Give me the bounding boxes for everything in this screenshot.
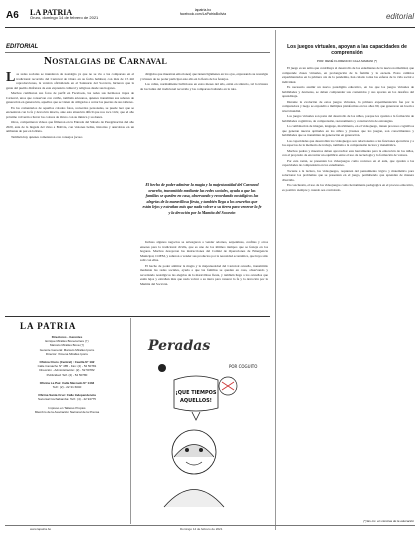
staff-line: Dirección - Administración: (2) - 52 50782 <box>39 368 95 373</box>
paragraph: La combinación de imagen, lenguaje, movimiento, en el videojuego, tienen procesos cognitivos que generan nuevas aptitudes en los niños y jóvenes que los juegan, son conocimientos y habilidades que se transmiten de generación en generación. <box>282 124 414 137</box>
paragraph: En conclusión, el uso de los videojuegos como herramienta pedagógica en el proceso educativo, es positivo siempre y cuando sea controlado. <box>282 183 414 192</box>
staff-line: Oficina La Paz: Calle Mercado N° 1433 <box>39 380 95 385</box>
issue-date: Oruro, domingo 14 de febrero de 2021 <box>30 15 99 20</box>
paragraph: Otros, compartieron videos que filmaron en la Entrada del Sábado de Peregrinación del año 2020, ante de la llegada del virus a Bolivia, con visiones bellas, historias y anécdotas en un ambiente de paz en la Ruta. <box>6 120 134 133</box>
staff-line: Enrique Miralles Bonecarrere (†) <box>45 339 89 344</box>
paragraph: Por esta razón, se presentan los videojuegos como recursos en el aula, que ayudan a las capacidades de comprensión en los estudiantes. <box>282 158 414 167</box>
cartoon-caption-2: AQUELLOS! <box>180 398 212 404</box>
staff-line: Director: Ximena Miralles Iporre <box>45 351 89 356</box>
paragraph: El hecho de poder admirar la magia y la majestuosidad del Carnaval orureño, transmitido mediante las redes sociales, ayuda a que las familias se queden en casa, observando y recordando nostálgicos las alegrías de la maravillosa fiesta, y también llega a los orureños que están lejos y extrañan más que nada volver a su tierra para venerar la fe y la devoción por la Mamita del Socavón. <box>140 263 268 286</box>
staff-line: Sucursal Cochabamba: Telf.: (4) - 42 94775 <box>38 397 96 402</box>
drop-cap: L <box>6 72 16 85</box>
column-divider <box>275 30 276 530</box>
staff-line: Marcelo Miralles Bova (†) <box>49 343 84 348</box>
page-number: A6 <box>6 10 19 21</box>
footer-left: www.lapatria.bo <box>30 527 52 531</box>
staff-divider <box>130 318 131 524</box>
section-rule <box>5 316 270 317</box>
staff-line: Directores - Gerentes <box>51 335 83 339</box>
staff-line: Impreso en Talleres Propios <box>48 405 86 410</box>
paragraph: Muchos cambiaron sus fotos de perfil en Facebook, las redes sus hermosos trajes de Carnaval, unos que conservan con cariño, también artesanos, quienes transmiten sus saberes de generación en generación, aquellos que se visten de obligados a cerrar las puertas de sus talleres. <box>6 91 134 104</box>
editorial-column-bottom <box>140 240 268 312</box>
footer-rule <box>5 525 415 526</box>
cartoon-credit: POR COGUITO <box>229 364 258 369</box>
editorial-column-2 <box>140 72 268 177</box>
website-info <box>148 8 258 16</box>
paragraph: as redes sociales se inundaron de nostalgia ya que no se vio a las comparsas en el tradicional recorrido del Carnaval de Oruro en su fecha habitual, con más de 15 mil reproducciones, la versión oficializada en el Santuario del Socavón, hicieron que la gente del pueblo disfrutara de esta expresión cultural y religiosa desde sus hogares. <box>6 72 134 90</box>
footer-right: Domingo 14 de febrero de 2021 <box>180 527 223 531</box>
paragraph: También hay quienes comentaron con consejos (acaso <box>11 134 83 139</box>
paragraph: Las calles, normalmente bulliciosas en estos meses del año, están en silencio, tal la tristeza de los bailes del tradicional recorrido y las comparsas bailando en la ruta. <box>140 82 268 91</box>
staff-box-title: LA PATRIA <box>20 321 77 331</box>
header-rule <box>5 27 415 28</box>
paragraph: Incluso algunos negocios se arriesgaron a vender adornos, serpentinas, confites y otros enseres para la tradicional ch'alla, que es uno de los últimos tiempos que se festeja en los hogares. Muchos desoyeron las instrucciones del Comité de Operaciones de Emergencia Municipal, COEM, y salieron a vender sus productos por la necesidad económica, que haya sido salir con ellas. <box>140 240 268 262</box>
paragraph: Las capacidades que desarrollan los videojuegos son relacionados a las funciones ejecutivas y a los aspectos de la memoria de trabajo, también a la comprensión lectora y matemática. <box>282 138 414 147</box>
facebook-line: facebook.com/LaPatriaBolivia <box>179 12 227 16</box>
paragraph: dirigidos que muestran emociones) que tienen ligámenes en los ojos, expresando su nostalgia y tristeza de no poder participar este año en la fiesta de los festejos. <box>140 72 268 81</box>
opinion-column <box>282 66 414 521</box>
section-title: editorial <box>385 12 414 21</box>
opinion-title: Los juegos virtuales, apoyan a las capacidades de comprensión <box>287 44 407 56</box>
staff-line: Miembro de la Asociación Nacional de la Prensa <box>34 409 100 414</box>
staff-line: Gerente General: Marcelo Miralles Iporre <box>39 347 95 352</box>
cartoon-caption-1: ¡QUE TIEMPOS <box>175 390 217 396</box>
cartoon <box>134 322 259 522</box>
staff-box <box>8 335 126 414</box>
paragraph: Tocante a la lectura, los videojuegos, requieren del pensamiento lógico y matemático para solucionar los problemas que se presentan en el juego, permitiendo que aprendan de manera divertida. <box>282 168 414 182</box>
staff-line: Publicidad: Telf. (2) - 52 50780 <box>46 372 88 377</box>
staff-line: Telf.: (2) - 22 31 6040 <box>52 385 82 390</box>
paragraph: Los juegos virtuales son parte del desarrollo de los niños, porque les ayudan a la formación de habilidades cognitivas, de comprensión, razonamiento y construcción de estrategias. <box>282 114 414 123</box>
website-line: lapatria.bo <box>194 8 212 12</box>
editorial-rule <box>5 52 270 53</box>
paragraph: Muchos padres y maestros deben aprovechar esta herramienta para la educación de los niños, con el propósito de encontrar un equilibrio entre el uso de tecnología y la formación de valores. <box>282 148 414 157</box>
staff-line: Oficina Santa Cruz: Calle Independencia <box>38 393 96 398</box>
opinion-footnote: (*) Es Lic. en ciencias de la educación <box>363 519 414 523</box>
cartoon-illustration <box>134 322 259 522</box>
paragraph: Es necesario asumir un nuevo paradigma educativo, en los que los juegos virtuales de habilidades y destrezas, se deben comprender sus contenidos y sus aportes en los desafíos del aprendizaje. <box>282 85 414 98</box>
svg-text:Peradas: Peradas <box>148 338 211 354</box>
opinion-author: POR: RENÉ FLORENCIO CALA MAMANI (*) <box>316 59 378 63</box>
editorial-column-1 <box>6 72 134 310</box>
paper-name: LA PATRIA <box>30 8 73 17</box>
staff-line: Oficina Oruro (Central) : Casilla N° 192 <box>39 360 95 365</box>
editorial-label: EDITORIAL <box>6 44 39 50</box>
pull-quote: El hecho de poder admirar la magia y la majestuosidad del Carnaval orureño, transmitido mediante las redes sociales, ayuda a que las familias se queden en casa, observando y recordando nostálgicos las alegrías de la maravillosa fiesta, y también llega a los orureños que están lejos y extrañan más que nada volver a su tierra para venerar la fe y la devoción por la Mamita del Socavón <box>142 182 262 215</box>
paragraph: Durante la evolución de estos juegos virtuales, la primera experimentación fue por la computadora y luego se expandió a múltiples plataformas en los años 90, que generaron un boom a nivel mundial. <box>282 99 414 113</box>
paragraph: El juego es un arma que contribuye al desarrollo de los estudiantes de la nueva normalidad, que comprende clases virtuales, en prolongación de la familia y la escuela. Estos cambios experimentados en la primera ola de la pandemia, han calado todas las esferas de la vida social e individual. <box>282 66 414 84</box>
paragraph: En los comentarios de aquellos colados fotos, recuerdos personales, se puede leer que se encuentran con la fe y devoción intacta, ante esta situación difícil que nos toca vivir, que el año próximo volverán a llevar los colores de Oruro con su música y su danza. <box>6 105 134 119</box>
editorial-title: Nostalgias de Carnaval <box>44 55 168 67</box>
staff-line: Calle Camacho N° 485 - Fax: (2) - 52 50781 <box>37 364 97 369</box>
